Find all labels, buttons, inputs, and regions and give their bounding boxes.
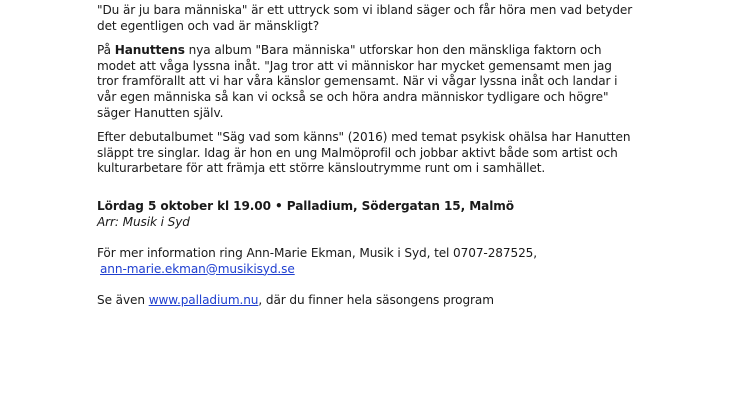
- contact-block: [97, 246, 637, 277]
- album-paragraph: [97, 43, 637, 121]
- see-also-prefix: Se även: [97, 293, 149, 308]
- artist-name: Hanuttens: [114, 43, 185, 58]
- contact-email-link[interactable]: ann-marie.ekman@musikisyd.se: [100, 261, 295, 276]
- contact-email-line: [97, 262, 637, 278]
- see-also-suffix: , där du finner hela säsongens program: [258, 293, 494, 308]
- background-paragraph: Efter debutalbumet "Säg vad som känns" (2016) med temat psykisk ohälsa har Hanutten släppt tre singlar. Idag är hon en ung Malmöprofil och jobbar aktivt både som artist och kulturarbetare för att främja ett större känsloutrymme runt om i samhället.: [97, 130, 631, 176]
- event-details: Lördag 5 oktober kl 19.00 • Palladium, Södergatan 15, Malmö: [97, 198, 514, 213]
- palladium-link[interactable]: www.palladium.nu: [148, 293, 259, 308]
- album-paragraph-text: nya album "Bara människa" utforskar hon den mänskliga faktorn och modet att våga lyssna inåt. "Jag tror att vi människor har mycket gemensamt men jag tror framförallt att vi har våra känslor gemensamt. När vi vågar lyssna inåt och landar i vår egen människa så kan vi också se och höra andra människor tydligare och högre" säger Hanutten själv.: [97, 43, 618, 120]
- press-release-body: [97, 3, 637, 309]
- event-organizer: Arr: Musik i Syd: [97, 214, 190, 229]
- album-paragraph-prefix: På: [97, 43, 115, 58]
- intro-paragraph: "Du är ju bara människa" är ett uttryck som vi ibland säger och får höra men vad betyder det egentligen och vad är mänskligt?: [97, 3, 633, 33]
- see-also-line: [97, 293, 637, 309]
- contact-text: För mer information ring Ann-Marie Ekman, Musik i Syd, tel 0707-287525,: [97, 246, 538, 261]
